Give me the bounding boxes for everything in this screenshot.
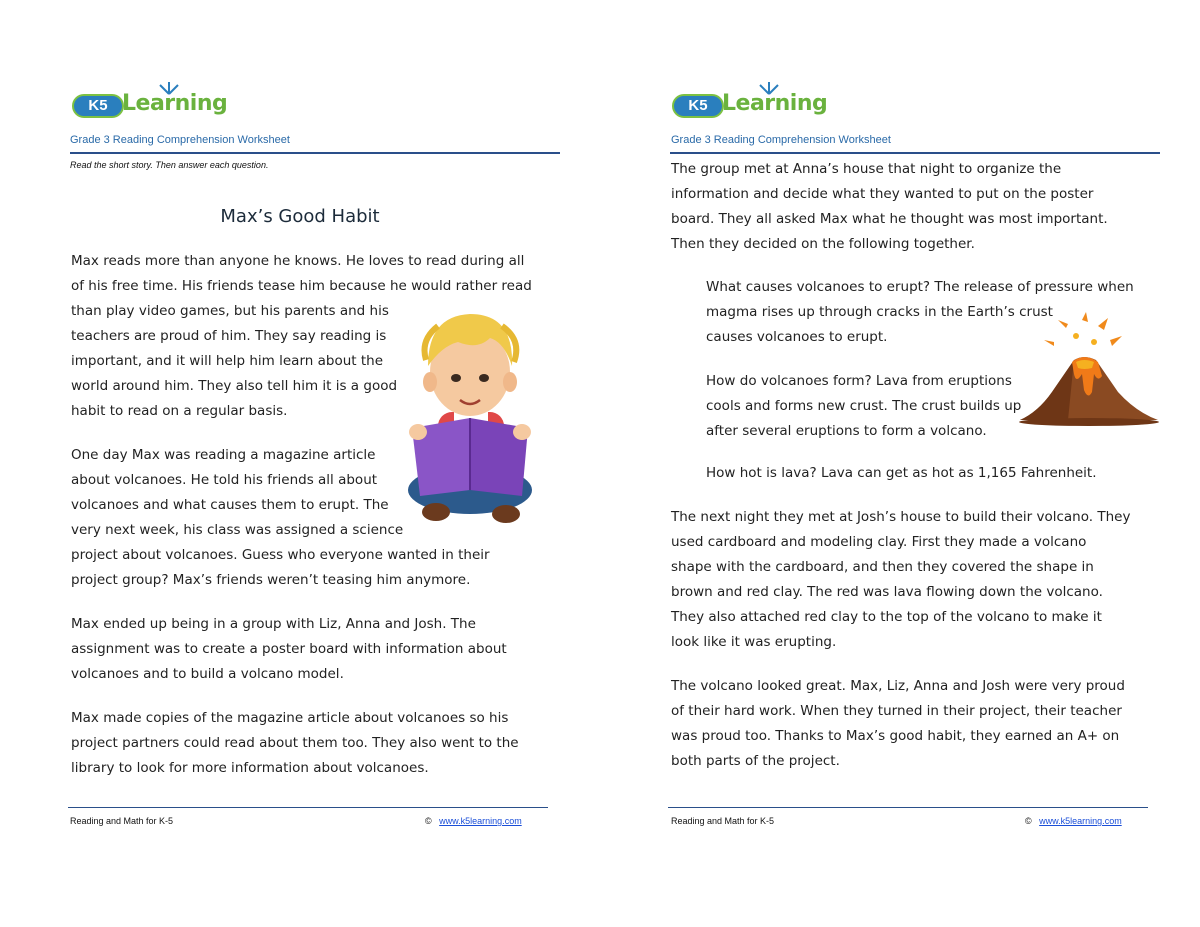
story-paragraph [671, 505, 1130, 655]
text-line: after several eruptions to form a volcano. [706, 423, 987, 439]
footer-rule [68, 807, 548, 808]
header-rule [70, 152, 560, 154]
worksheet-page-2 [600, 0, 1200, 927]
text-line: board. They all asked Max what he thought was most important. [671, 211, 1108, 227]
text-line: How do volcanoes form? Lava from eruptions [706, 373, 1012, 389]
text-line: about volcanoes. He told his friends all about [71, 472, 378, 488]
footer-website [425, 816, 522, 826]
boy-reading-book-illustration [398, 300, 543, 535]
text-line: look like it was erupting. [671, 634, 837, 650]
text-line: very next week, his class was assigned a science [71, 522, 404, 538]
text-line: teachers are proud of him. They say reading is [71, 328, 387, 344]
text-line: How hot is lava? Lava can get as hot as 1,165 Fahrenheit. [706, 465, 1097, 481]
poster-fact [706, 461, 1097, 486]
text-line: project group? Max’s friends weren’t teasing him anymore. [71, 572, 471, 588]
logo-wordmark: Learning [722, 91, 828, 116]
website-link[interactable]: www.k5learning.com [439, 816, 522, 826]
text-line: The volcano looked great. Max, Liz, Anna and Josh were very proud [671, 678, 1125, 694]
text-line: habit to read on a regular basis. [71, 403, 288, 419]
text-line: volcanoes and what causes them to erupt. The [71, 497, 389, 513]
text-line: They also attached red clay to the top of the volcano to make it [671, 609, 1102, 625]
logo-badge: K5 [72, 94, 124, 118]
story-paragraph [71, 612, 507, 687]
story-title: Max’s Good Habit [220, 206, 380, 227]
footer-rule [668, 807, 1148, 808]
header-rule [670, 152, 1160, 154]
text-line: The group met at Anna’s house that night to organize the [671, 161, 1062, 177]
text-line: Max made copies of the magazine article about volcanoes so his [71, 710, 509, 726]
text-line: Max ended up being in a group with Liz, Anna and Josh. The [71, 616, 476, 632]
worksheet-header: Grade 3 Reading Comprehension Worksheet [671, 134, 891, 146]
story-paragraph [671, 674, 1125, 774]
instructions: Read the short story. Then answer each question. [70, 160, 269, 170]
text-line: than play video games, but his parents and his [71, 303, 389, 319]
text-line: brown and red clay. The red was lava flowing down the volcano. [671, 584, 1103, 600]
website-link[interactable]: www.k5learning.com [1039, 816, 1122, 826]
text-line: was proud too. Thanks to Max’s good habit, they earned an A+ on [671, 728, 1120, 744]
worksheet-header: Grade 3 Reading Comprehension Worksheet [70, 134, 290, 146]
text-line: What causes volcanoes to erupt? The release of pressure when [706, 279, 1134, 295]
footer-tagline: Reading and Math for K-5 [671, 816, 775, 826]
text-line: both parts of the project. [671, 753, 840, 769]
logo-badge: K5 [672, 94, 724, 118]
text-line: volcanoes and to build a volcano model. [71, 666, 344, 682]
text-line: used cardboard and modeling clay. First they made a volcano [671, 534, 1087, 550]
text-line: project about volcanoes. Guess who everyone wanted in their [71, 547, 490, 563]
text-line: shape with the cardboard, and then they covered the shape in [671, 559, 1094, 575]
story-paragraph [71, 706, 519, 781]
text-line: world around him. They also tell him it is a good [71, 378, 398, 394]
poster-fact [706, 369, 1021, 444]
k5-learning-logo [672, 88, 828, 122]
text-line: magma rises up through cracks in the Earth’s crust [706, 304, 1053, 320]
logo-wordmark: Learning [122, 91, 228, 116]
story-paragraph [671, 157, 1108, 257]
footer-website [1025, 816, 1122, 826]
text-line: Then they decided on the following together. [671, 236, 975, 252]
text-line: causes volcanoes to erupt. [706, 329, 888, 345]
text-line: assignment was to create a poster board with information about [71, 641, 507, 657]
text-line: The next night they met at Josh’s house to build their volcano. They [671, 509, 1131, 525]
footer-tagline: Reading and Math for K-5 [70, 816, 174, 826]
erupting-volcano-illustration [1018, 312, 1160, 434]
text-line: library to look for more information about volcanoes. [71, 760, 429, 776]
text-line: cools and forms new crust. The crust builds up [706, 398, 1022, 414]
copyright-symbol: © [425, 816, 432, 826]
text-line: Max reads more than anyone he knows. He loves to read during all [71, 253, 525, 269]
text-line: of their hard work. When they turned in their project, their teacher [671, 703, 1122, 719]
text-line: of his free time. His friends tease him because he would rather read [71, 278, 532, 294]
text-line: One day Max was reading a magazine article [71, 447, 376, 463]
k5-learning-logo [72, 88, 228, 122]
text-line: information and decide what they wanted to put on the poster [671, 186, 1094, 202]
copyright-symbol: © [1025, 816, 1032, 826]
text-line: project partners could read about them too. They also went to the [71, 735, 519, 751]
text-line: important, and it will help him learn about the [71, 353, 383, 369]
